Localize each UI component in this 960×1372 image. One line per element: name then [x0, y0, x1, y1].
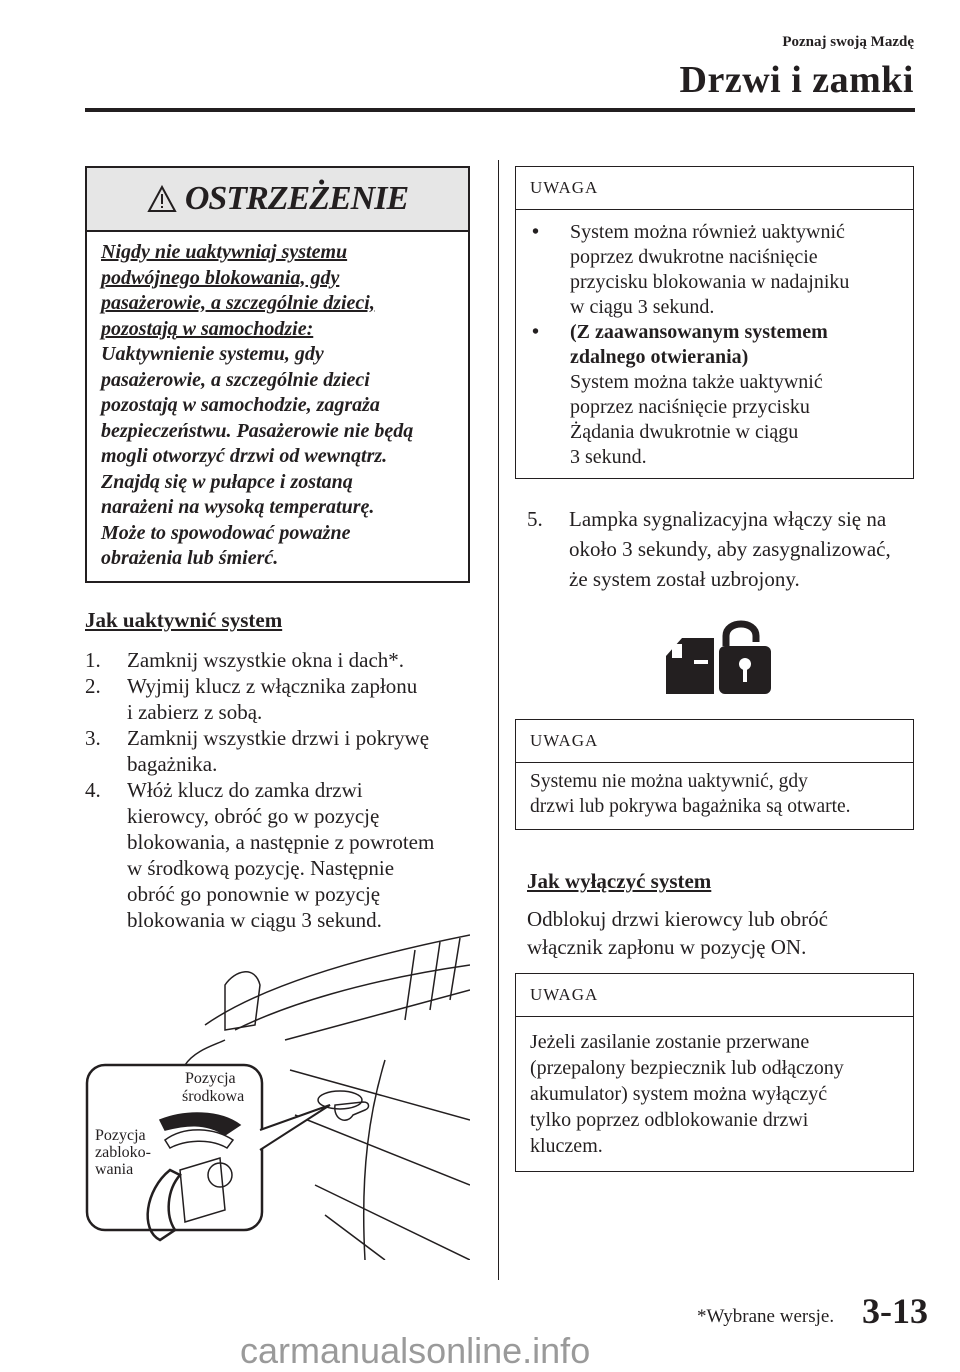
- step-item: [85, 725, 434, 777]
- warning-header: [87, 168, 468, 232]
- text-block: [570, 370, 899, 470]
- note-line: System można także uaktywnić: [570, 371, 823, 393]
- bullet-icon: •: [532, 221, 540, 243]
- warning-line-underlined: podwójnego blokowania, gdy: [101, 266, 340, 289]
- text-block: [570, 320, 899, 370]
- note-box-1: [515, 166, 914, 479]
- door-lock-key-illustration: [85, 930, 470, 1260]
- label-lock-position-3: wania: [95, 1161, 134, 1178]
- note-line: kluczem.: [530, 1135, 603, 1157]
- watermark: carmanualsonline.info: [240, 1330, 591, 1371]
- warning-line: Uaktywnienie systemu, gdy: [101, 343, 324, 365]
- step-5: [527, 504, 891, 594]
- label-center-position-2: środkowa: [182, 1088, 245, 1105]
- note-line: 3 sekund.: [570, 446, 647, 468]
- note-line: drzwi lub pokrywa bagażnika są otwarte.: [530, 796, 851, 817]
- warning-line-underlined: Nigdy nie uaktywniaj systemu: [101, 241, 348, 263]
- text-block: [527, 504, 891, 594]
- activate-heading: Jak uaktywnić system: [85, 608, 283, 632]
- step-line: blokowania w ciągu 3 sekund.: [127, 908, 382, 932]
- step-item: [85, 673, 434, 725]
- warning-line: Znajdą się w pułapce i zostaną: [101, 470, 353, 493]
- step-line: w środkową pozycję. Następnie: [127, 856, 395, 880]
- note-line-bold: (Z zaawansowanym systemem: [570, 321, 828, 343]
- step-number: 2.: [85, 674, 101, 698]
- step-line: że system został uzbrojony.: [569, 567, 800, 591]
- text-block: [527, 905, 828, 961]
- step-line: Lampka sygnalizacyjna włączy się na: [569, 507, 887, 531]
- step-line: Wyjmij klucz z włącznika zapłonu: [127, 674, 418, 698]
- security-indicator-lock-icon: [664, 616, 774, 698]
- step-line: kierowcy, obróć go w pozycję: [127, 804, 380, 828]
- page-title: Drzwi i zamki: [679, 59, 914, 101]
- note-title: UWAGA: [516, 720, 913, 763]
- step-line: i zabierz z sobą.: [127, 700, 263, 724]
- section-name: Poznaj swoją Mazdę: [782, 34, 914, 50]
- warning-box: [85, 166, 470, 583]
- warning-line: pasażerowie, a szczególnie dzieci: [101, 368, 370, 391]
- note-bullet: [530, 220, 899, 320]
- note-title: UWAGA: [516, 974, 913, 1017]
- bullet-icon: •: [532, 321, 540, 343]
- note-line: Żądania dwukrotnie w ciągu: [570, 421, 799, 443]
- warning-triangle-icon: [147, 185, 177, 213]
- warning-line: narażeni na wysoką temperaturę.: [101, 496, 375, 518]
- note-line: System można również uaktywnić: [570, 221, 845, 243]
- warning-line: Może to spowodować poważne: [101, 521, 351, 544]
- note-bullet: [530, 320, 899, 470]
- step-line: blokowania, a następnie z powrotem: [127, 830, 435, 854]
- deactivate-line: włącznik zapłonu w pozycję ON.: [527, 935, 807, 959]
- step-item: [85, 777, 434, 933]
- note-line: Jeżeli zasilanie zostanie przerwane: [530, 1031, 810, 1053]
- note-title: UWAGA: [516, 167, 913, 210]
- note-line: przycisku blokowania w nadajniku: [570, 271, 850, 293]
- text-block: [516, 763, 913, 829]
- note-box-3: [515, 973, 914, 1172]
- column-divider: [498, 160, 499, 1280]
- deactivate-heading: Jak wyłączyć system: [527, 869, 712, 893]
- warning-title: OSTRZEŻENIE: [184, 180, 409, 217]
- warning-line-underlined: pozostają w samochodzie:: [101, 317, 314, 340]
- text-block: [516, 1017, 913, 1171]
- warning-line: mogli otworzyć drzwi od wewnątrz.: [101, 445, 388, 467]
- step-item: [85, 647, 434, 673]
- label-center-position-1: Pozycja: [185, 1070, 236, 1087]
- note-line: w ciągu 3 sekund.: [570, 296, 715, 318]
- step-number: 5.: [527, 507, 543, 531]
- warning-line: bezpieczeństwu. Pasażerowie nie będą: [101, 419, 414, 442]
- step-line: około 3 sekundy, aby zasygnalizować,: [569, 537, 891, 561]
- note-box-2: [515, 719, 914, 830]
- note-line-bold: zdalnego otwierania): [570, 346, 749, 368]
- note-line: tylko poprzez odblokowanie drzwi: [530, 1109, 809, 1131]
- step-line: Zamknij wszystkie okna i dach*.: [127, 648, 405, 672]
- note-line: Systemu nie można uaktywnić, gdy: [530, 771, 808, 792]
- deactivate-line: Odblokuj drzwi kierowcy lub obróć: [527, 907, 828, 931]
- page-number: 3-13: [862, 1291, 928, 1331]
- label-lock-position-2: zabloko-: [95, 1144, 151, 1161]
- warning-line: pozostają w samochodzie, zagraża: [101, 394, 380, 416]
- note-line: poprzez naciśnięcie przycisku: [570, 396, 810, 418]
- step-number: 4.: [85, 778, 101, 802]
- footnote: *Wybrane wersje.: [697, 1306, 835, 1327]
- warning-text: [87, 232, 468, 580]
- label-lock-position-1: Pozycja: [95, 1127, 146, 1144]
- step-number: 1.: [85, 648, 101, 672]
- step-line: Zamknij wszystkie drzwi i pokrywę: [127, 726, 430, 750]
- note-line: (przepalony bezpiecznik lub odłączony: [530, 1057, 844, 1079]
- step-line: Włóż klucz do zamka drzwi: [127, 778, 363, 802]
- header-rule: [85, 108, 915, 112]
- text-block: [101, 240, 454, 342]
- text-block: [101, 342, 454, 572]
- step-number: 3.: [85, 726, 101, 750]
- activate-steps: [85, 647, 434, 933]
- step-line: obróć go ponownie w pozycję: [127, 882, 381, 906]
- note-line: akumulator) system można wyłączyć: [530, 1083, 828, 1105]
- warning-line-underlined: pasażerowie, a szczególnie dzieci,: [101, 292, 375, 314]
- step-line: bagażnika.: [127, 752, 218, 776]
- note-line: poprzez dwukrotne naciśnięcie: [570, 246, 818, 268]
- text-block: [570, 220, 899, 320]
- warning-line: obrażenia lub śmierć.: [101, 547, 279, 569]
